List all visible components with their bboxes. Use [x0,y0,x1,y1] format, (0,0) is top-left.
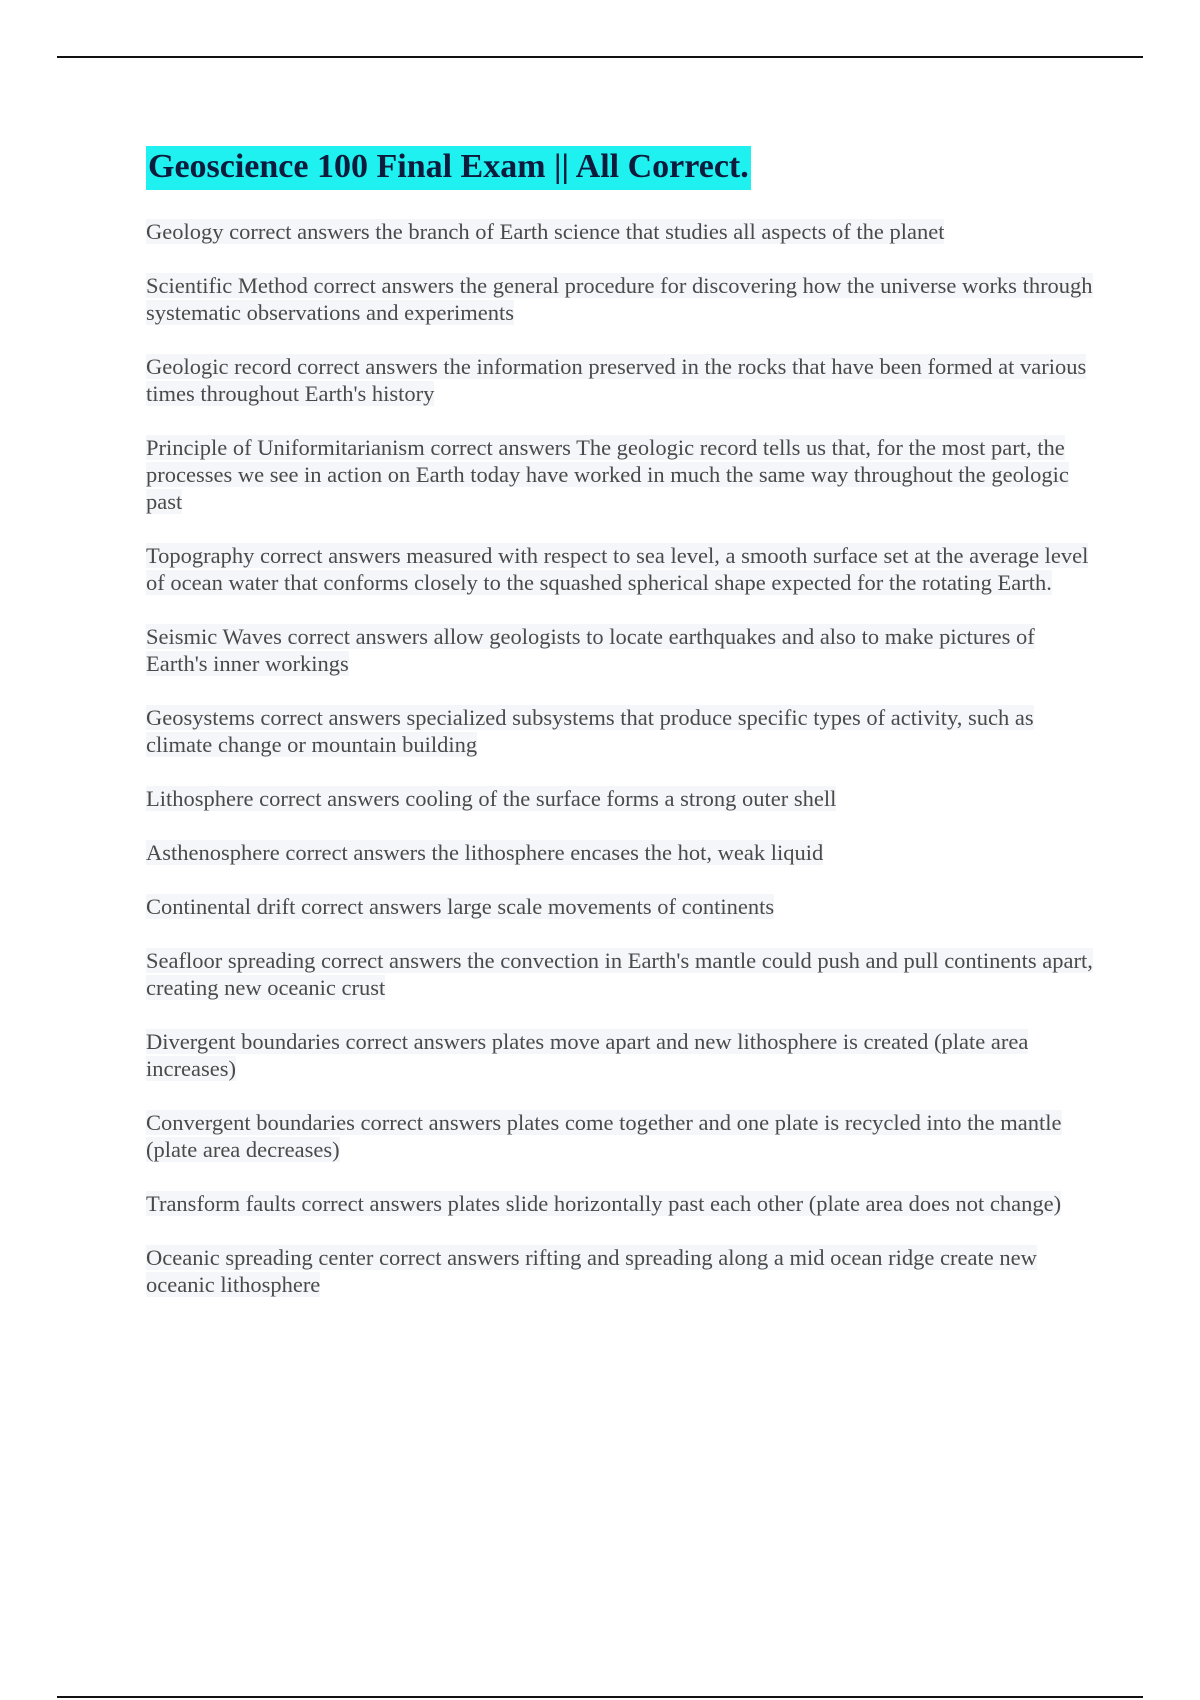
qa-entry-text: Divergent boundaries correct answers plates move apart and new lithosphere is created (plate area increases) [146,1029,1029,1081]
qa-entry [146,1109,1096,1163]
qa-entry [146,893,1096,920]
qa-entry-text: Oceanic spreading center correct answers rifting and spreading along a mid ocean ridge create new oceanic lithosphere [146,1245,1037,1297]
document-body [146,146,1096,1325]
qa-entry-text: Topography correct answers measured with respect to sea level, a smooth surface set at the average level of ocean water that conforms closely to the squashed spherical shape expected for the rotating Earth. [146,543,1089,595]
qa-entry-text: Convergent boundaries correct answers plates come together and one plate is recycled into the mantle (plate area decreases) [146,1110,1062,1162]
qa-entry-text: Seismic Waves correct answers allow geologists to locate earthquakes and also to make pictures of Earth's inner workings [146,624,1035,676]
qa-entry [146,1244,1096,1298]
top-rule [57,56,1143,58]
qa-entry [146,218,1096,245]
document-title: Geoscience 100 Final Exam || All Correct. [146,146,751,190]
qa-entry-text: Scientific Method correct answers the general procedure for discovering how the universe works through systematic observations and experiments [146,273,1093,325]
qa-list [146,218,1096,1298]
qa-entry [146,1190,1096,1217]
qa-entry-text: Principle of Uniformitarianism correct answers The geologic record tells us that, for the most part, the processes we see in action on Earth today have worked in much the same way throughout the geologic past [146,435,1069,514]
qa-entry [146,839,1096,866]
qa-entry [146,272,1096,326]
qa-entry-text: Geosystems correct answers specialized subsystems that produce specific types of activity, such as climate change or mountain building [146,705,1034,757]
qa-entry-text: Continental drift correct answers large scale movements of continents [146,894,775,919]
qa-entry [146,704,1096,758]
qa-entry-text: Seafloor spreading correct answers the convection in Earth's mantle could push and pull continents apart, creating new oceanic crust [146,948,1093,1000]
bottom-rule [57,1696,1143,1698]
qa-entry-text: Lithosphere correct answers cooling of the surface forms a strong outer shell [146,786,837,811]
qa-entry [146,623,1096,677]
qa-entry-text: Geology correct answers the branch of Earth science that studies all aspects of the planet [146,219,945,244]
qa-entry [146,1028,1096,1082]
qa-entry [146,434,1096,515]
qa-entry [146,542,1096,596]
qa-entry-text: Transform faults correct answers plates slide horizontally past each other (plate area does not change) [146,1191,1062,1216]
qa-entry-text: Asthenosphere correct answers the lithosphere encases the hot, weak liquid [146,840,824,865]
qa-entry [146,785,1096,812]
qa-entry [146,353,1096,407]
qa-entry [146,947,1096,1001]
qa-entry-text: Geologic record correct answers the information preserved in the rocks that have been formed at various times throughout Earth's history [146,354,1087,406]
